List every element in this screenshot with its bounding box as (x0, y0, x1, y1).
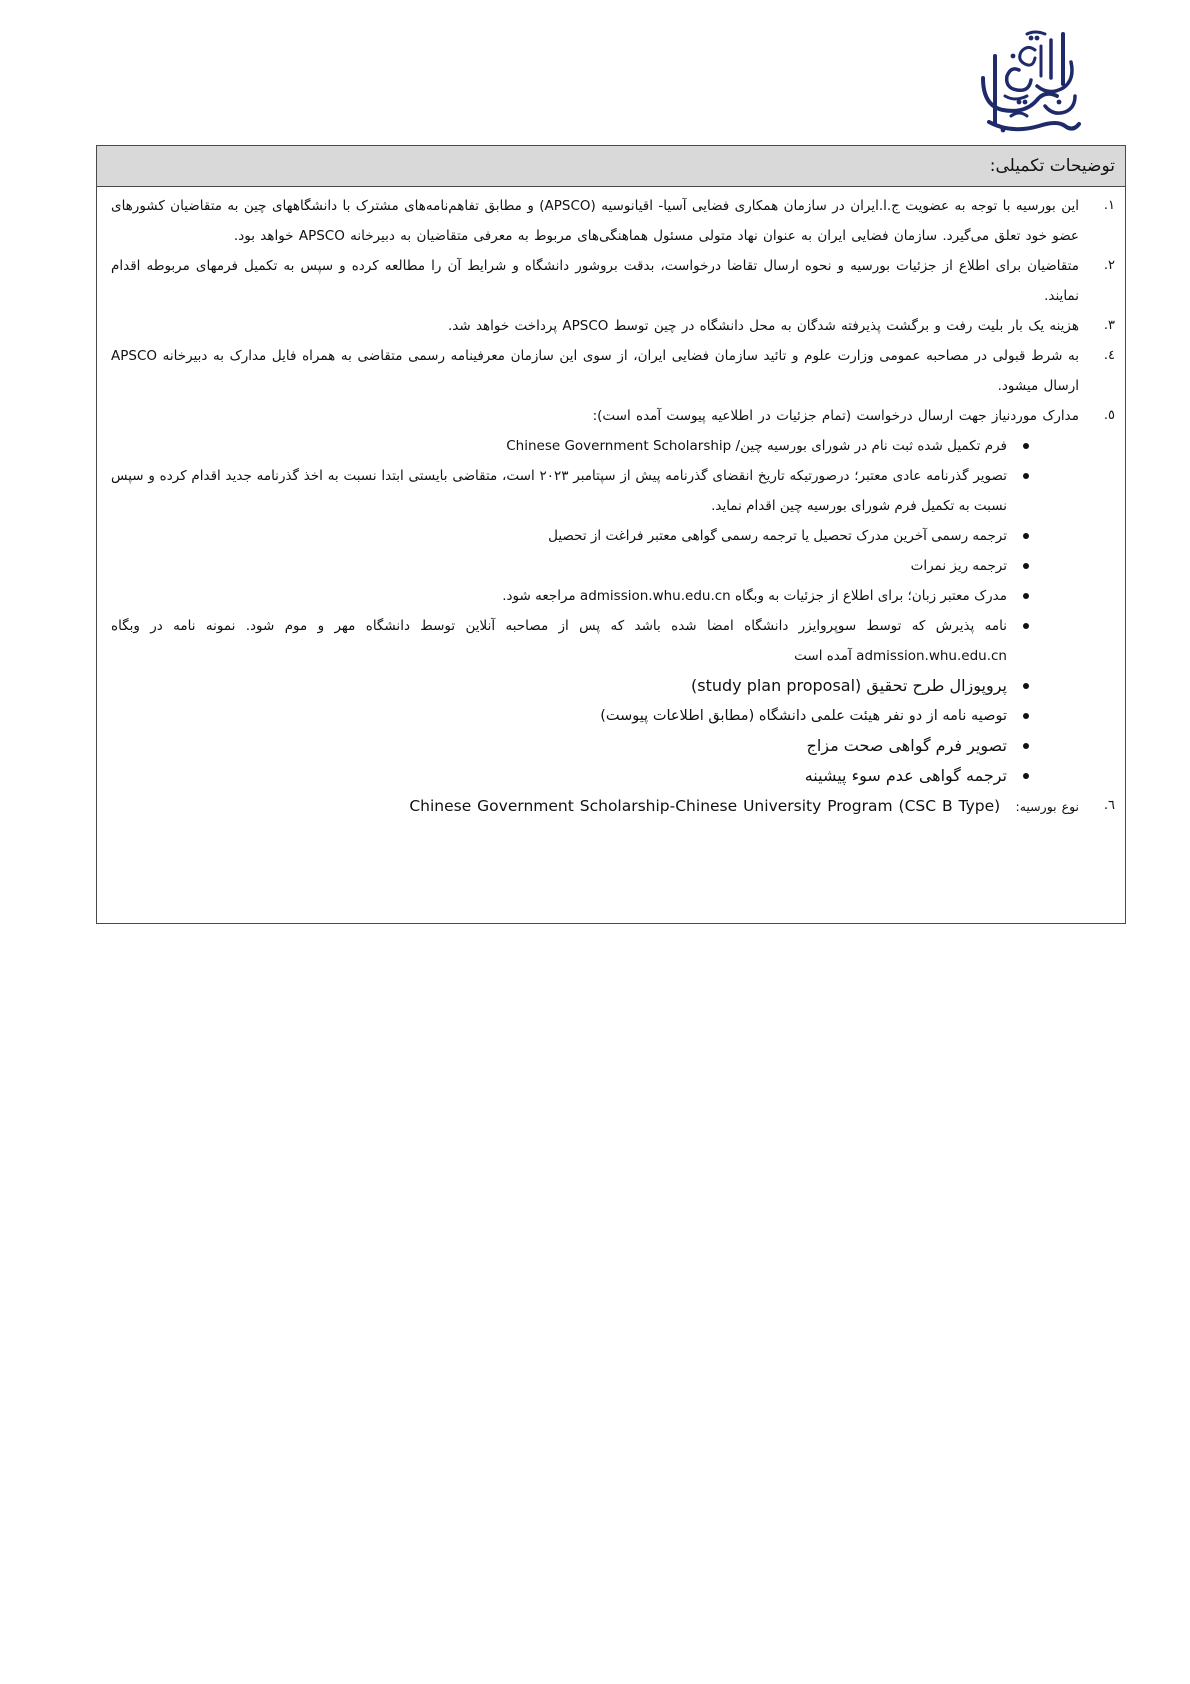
item-content (111, 791, 1079, 822)
item-text: متقاضیان برای اطلاع از جزئیات بورسیه و نحوه ارسال تقاضا درخواست، بدقت بروشور دانشگاه و شرایط آن را مطالعه کرده و سپس به تکمیل فرمهای مربوطه اقدام نمایند. (111, 258, 1079, 304)
notes-list (97, 187, 1125, 850)
bullet-text: فرم تکمیل شده ثبت نام در شورای بورسیه چین/ Chinese Government Scholarship (506, 438, 1007, 454)
item-number: ٢. (1103, 258, 1115, 273)
item-content (111, 251, 1079, 311)
bullet-item (111, 611, 1039, 671)
bullet-item (111, 551, 1039, 581)
item-content (111, 311, 1079, 341)
scholarship-type-value: Chinese Government Scholarship-Chinese University Program (CSC B Type) (409, 797, 1001, 815)
bullet-item (111, 461, 1039, 521)
bullet-marker (1007, 731, 1039, 761)
item-number: ٤. (1103, 348, 1115, 363)
bullet-text: مدرک معتبر زبان؛ برای اطلاع از جزئیات به وبگاه admission.whu.edu.cn مراجعه شود. (502, 588, 1007, 604)
item-content (111, 341, 1079, 401)
bullet-text: تصویر فرم گواهی صحت مزاج (806, 736, 1007, 755)
bullet-item (111, 671, 1039, 701)
scholarship-type-label: نوع بورسیه: (1015, 799, 1079, 814)
list-item-scholarship-type (111, 791, 1115, 822)
bullet-text: ترجمه رسمی آخرین مدرک تحصیل یا ترجمه رسمی گواهی معتبر فراغت از تحصیل (548, 528, 1007, 544)
bullet-marker (1007, 701, 1039, 731)
scholarship-type-line (111, 791, 1079, 822)
bullet-text: توصیه نامه از دو نفر هیئت علمی دانشگاه (مطابق اطلاعات پیوست) (600, 708, 1007, 724)
bullet-marker (1007, 551, 1039, 581)
list-item (111, 311, 1115, 341)
bullet-item (111, 431, 1039, 461)
bullet-marker (1007, 581, 1039, 611)
bullet-text: پروپوزال طرح تحقیق (study plan proposal) (690, 676, 1007, 695)
bullet-item (111, 761, 1039, 791)
bullet-text: ترجمه گواهی عدم سوء پیشینه (804, 766, 1007, 785)
item-text: این بورسیه با توجه به عضویت ج.ا.ایران در سازمان همکاری فضایی آسیا- اقیانوسیه (APSCO) و مطابق تفاهم‌نامه‌های مشترک با دانشگاههای چین به متقاضیان کشورهای عضو خود تعلق می‌گیرد. سازمان فضایی ایران به عنوان نهاد متولی مسئول هماهنگی‌های مربوط به معرفی متقاضیان به دبیرخانه APSCO خواهد بود. (111, 198, 1079, 244)
organization-logo-icon (975, 26, 1085, 136)
list-item (111, 191, 1115, 251)
bullet-item (111, 521, 1039, 551)
bullet-marker (1007, 431, 1039, 461)
bullet-text: ترجمه ریز نمرات (910, 558, 1007, 574)
item-number: ١. (1103, 198, 1115, 213)
item-number: ٦. (1103, 798, 1115, 813)
item-number: ٣. (1103, 318, 1115, 333)
bullet-marker (1007, 521, 1039, 551)
supplementary-notes-box (96, 145, 1126, 924)
bullet-marker (1007, 671, 1039, 701)
bullet-marker (1007, 761, 1039, 791)
bullet-text: نامه پذیرش که توسط سوپروایزر دانشگاه امضا شده باشد که پس از مصاحبه آنلاین توسط دانشگاه مهر و موم شود. نمونه نامه در وبگاه admission.whu.edu.cn آمده است (111, 618, 1007, 664)
list-item (111, 251, 1115, 311)
item-text: هزینه یک بار بلیت رفت و برگشت پذیرفته شدگان به محل دانشگاه در چین توسط APSCO پرداخت خواهد شد. (447, 318, 1079, 334)
item-content (111, 401, 1079, 791)
list-item-required-documents (111, 401, 1115, 791)
list-item (111, 341, 1115, 401)
required-documents-list (111, 431, 1079, 791)
bullet-item (111, 581, 1039, 611)
bullet-marker (1007, 611, 1039, 641)
item-content (111, 191, 1079, 251)
bullet-item (111, 731, 1039, 761)
item-text: به شرط قبولی در مصاحبه عمومی وزارت علوم و تائید سازمان فضایی ایران، از سوی این سازمان معرفینامه رسمی متقاضی به همراه فایل مدارک به دبیرخانه APSCO ارسال میشود. (111, 348, 1079, 394)
item-number: ٥. (1103, 408, 1115, 423)
section-header (97, 146, 1125, 187)
bullet-marker (1007, 461, 1039, 491)
item-text: مدارک موردنیاز جهت ارسال درخواست (تمام جزئیات در اطلاعیه پیوست آمده است): (592, 408, 1079, 424)
bullet-text: تصویر گذرنامه عادی معتبر؛ درصورتیکه تاریخ انقضای گذرنامه پیش از سپتامبر ۲۰۲۳ است، متقاضی بایستی ابتدا نسبت به اخذ گذرنامه جدید اقدام کرده و سپس نسبت به تکمیل فرم شورای بورسیه چین اقدام نماید. (111, 468, 1007, 514)
section-title: توضیحات تکمیلی: (989, 156, 1115, 176)
bullet-item (111, 701, 1039, 731)
